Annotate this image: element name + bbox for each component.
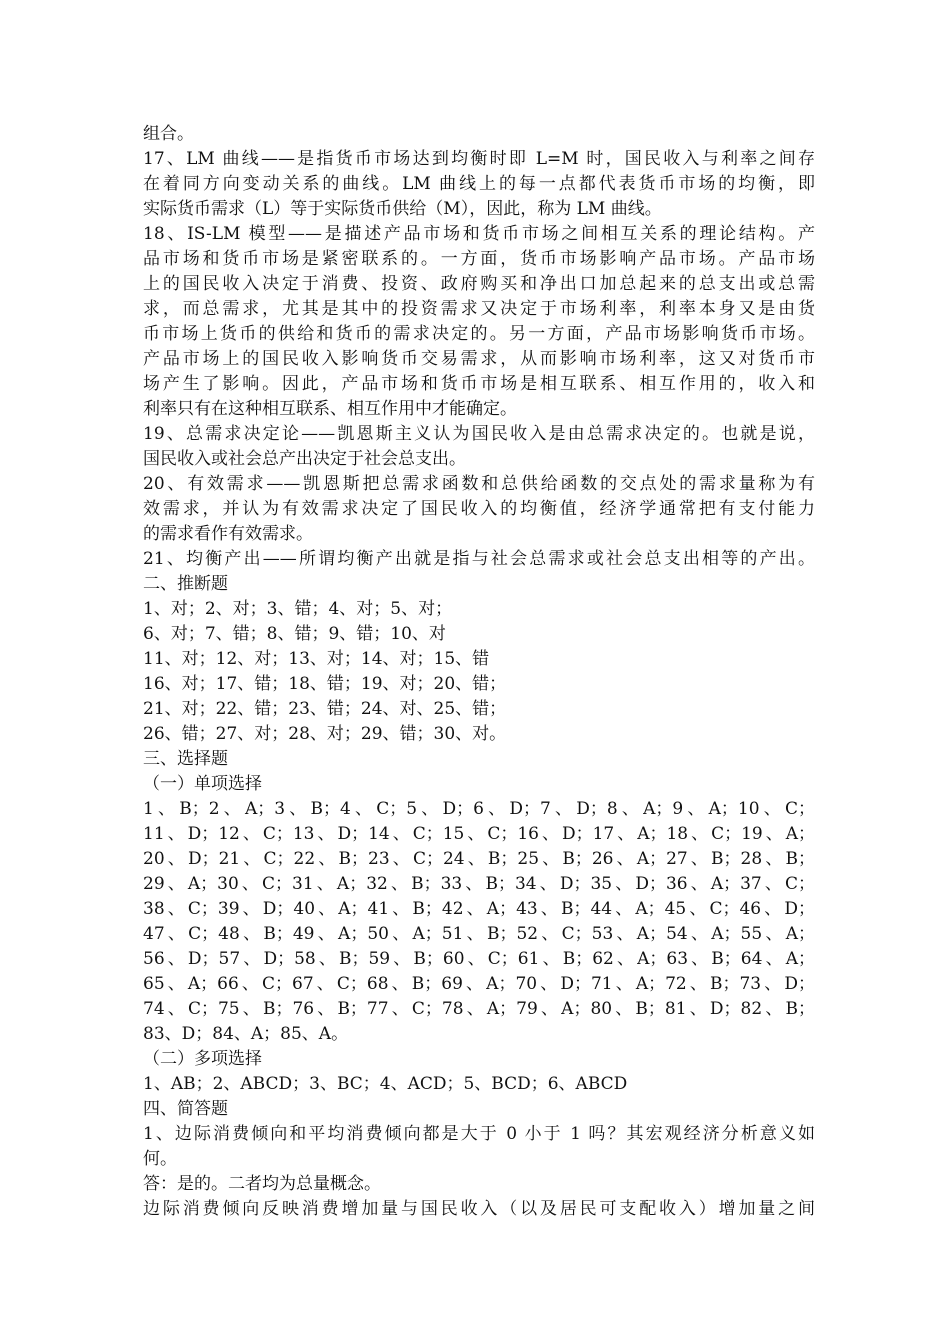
answer-line: 11、D；12、C；13、D；14、C；15、C；16、D；17、A；18、C；19、A；	[143, 824, 815, 844]
answer-line: 83、D；84、A；85、A。	[143, 1024, 349, 1044]
answer-line: 74、C；75、B；76、B；77、C；78、A；79、A；80、B；81、D；82、B；	[143, 999, 815, 1019]
text-line: 在着同方向变动关系的曲线。LM 曲线上的每一点都代表货币市场的均衡，即	[143, 174, 815, 194]
question-line: 1、边际消费倾向和平均消费倾向都是大于 0 小于 1 吗？其宏观经济分析意义如	[143, 1124, 815, 1144]
text-line: 利率只有在这种相互联系、相互作用中才能确定。	[143, 399, 517, 419]
text-line: 20、有效需求——凯恩斯把总需求函数和总供给函数的交点处的需求量称为有	[143, 474, 815, 494]
text-line: 场产生了影响。因此，产品市场和货币市场是相互联系、相互作用的，收入和	[143, 374, 815, 394]
text-line: 的需求看作有效需求。	[143, 524, 313, 544]
subsection-heading: （一）单项选择	[143, 774, 262, 794]
answer-line: 16、对；17、错；18、错；19、对；20、错；	[143, 674, 507, 694]
answer-text: 边际消费倾向反映消费增加量与国民收入（以及居民可支配收入）增加量之间	[143, 1199, 815, 1219]
answer-line: 38、C；39、D；40、A；41、B；42、A；43、B；44、A；45、C；46、D；	[143, 899, 815, 919]
answer-line: 1、AB；2、ABCD；3、BC；4、ACD；5、BCD；6、ABCD	[143, 1074, 628, 1094]
text-line: 币市场上货币的供给和货币的需求决定的。另一方面，产品市场影响货币市场。	[143, 324, 815, 344]
answer-line: 65、A；66、C；67、C；68、B；69、A；70、D；71、A；72、B；73、D；	[143, 974, 815, 994]
answer-line: 29、A；30、C；31、A；32、B；33、B；34、D；35、D；36、A；37、C；	[143, 874, 815, 894]
section-heading: 四、简答题	[143, 1099, 228, 1119]
text-line: 19、总需求决定论——凯恩斯主义认为国民收入是由总需求决定的。也就是说，	[143, 424, 815, 444]
text-line: 求，而总需求，尤其是其中的投资需求又决定于市场利率，利率本身又是由货	[143, 299, 815, 319]
text-line: 国民收入或社会总产出决定于社会总支出。	[143, 449, 466, 469]
answer-line: 26、错；27、对；28、对；29、错；30、对。	[143, 724, 507, 744]
document-body	[143, 122, 815, 1222]
text-line: 上的国民收入决定于消费、投资、政府购买和净出口加总起来的总支出或总需	[143, 274, 815, 294]
answer-line: 6、对；7、错；8、错；9、错；10、对	[143, 624, 446, 644]
text-line: 产品市场上的国民收入影响货币交易需求，从而影响市场利率，这又对货币市	[143, 349, 815, 369]
answer-line: 1、对；2、对；3、错；4、对；5、对；	[143, 599, 453, 619]
answer-text: 答：是的。二者均为总量概念。	[143, 1174, 381, 1194]
text-line: 21、均衡产出——所谓均衡产出就是指与社会总需求或社会总支出相等的产出。	[143, 549, 815, 569]
answer-line: 11、对；12、对；13、对；14、对；15、错	[143, 649, 490, 669]
subsection-heading: （二）多项选择	[143, 1049, 262, 1069]
text-line: 实际货币需求（L）等于实际货币供给（M），因此，称为 LM 曲线。	[143, 199, 662, 219]
answer-line: 56、D；57、D；58、B；59、B；60、C；61、B；62、A；63、B；64、A；	[143, 949, 815, 969]
answer-line: 20、D；21、C；22、B；23、C；24、B；25、B；26、A；27、B；28、B；	[143, 849, 815, 869]
answer-line: 47、C；48、B；49、A；50、A；51、B；52、C；53、A；54、A；55、A；	[143, 924, 815, 944]
section-heading: 二、推断题	[143, 574, 228, 594]
answer-line: 1、B；2、A；3、B；4、C；5、D；6、D；7、D；8、A；9、A；10、C；	[143, 799, 815, 819]
text-line: 组合。	[143, 124, 194, 144]
section-heading: 三、选择题	[143, 749, 228, 769]
answer-line: 21、对；22、错；23、错；24、对、25、错；	[143, 699, 507, 719]
text-line: 效需求，并认为有效需求决定了国民收入的均衡值，经济学通常把有支付能力	[143, 499, 815, 519]
question-line: 何。	[143, 1149, 177, 1169]
text-line: 品市场和货币市场是紧密联系的。一方面，货币市场影响产品市场。产品市场	[143, 249, 815, 269]
text-line: 18、IS-LM 模型——是描述产品市场和货币市场之间相互关系的理论结构。产	[143, 224, 815, 244]
text-line: 17、LM 曲线——是指货币市场达到均衡时即 L=M 时，国民收入与利率之间存	[143, 149, 815, 169]
